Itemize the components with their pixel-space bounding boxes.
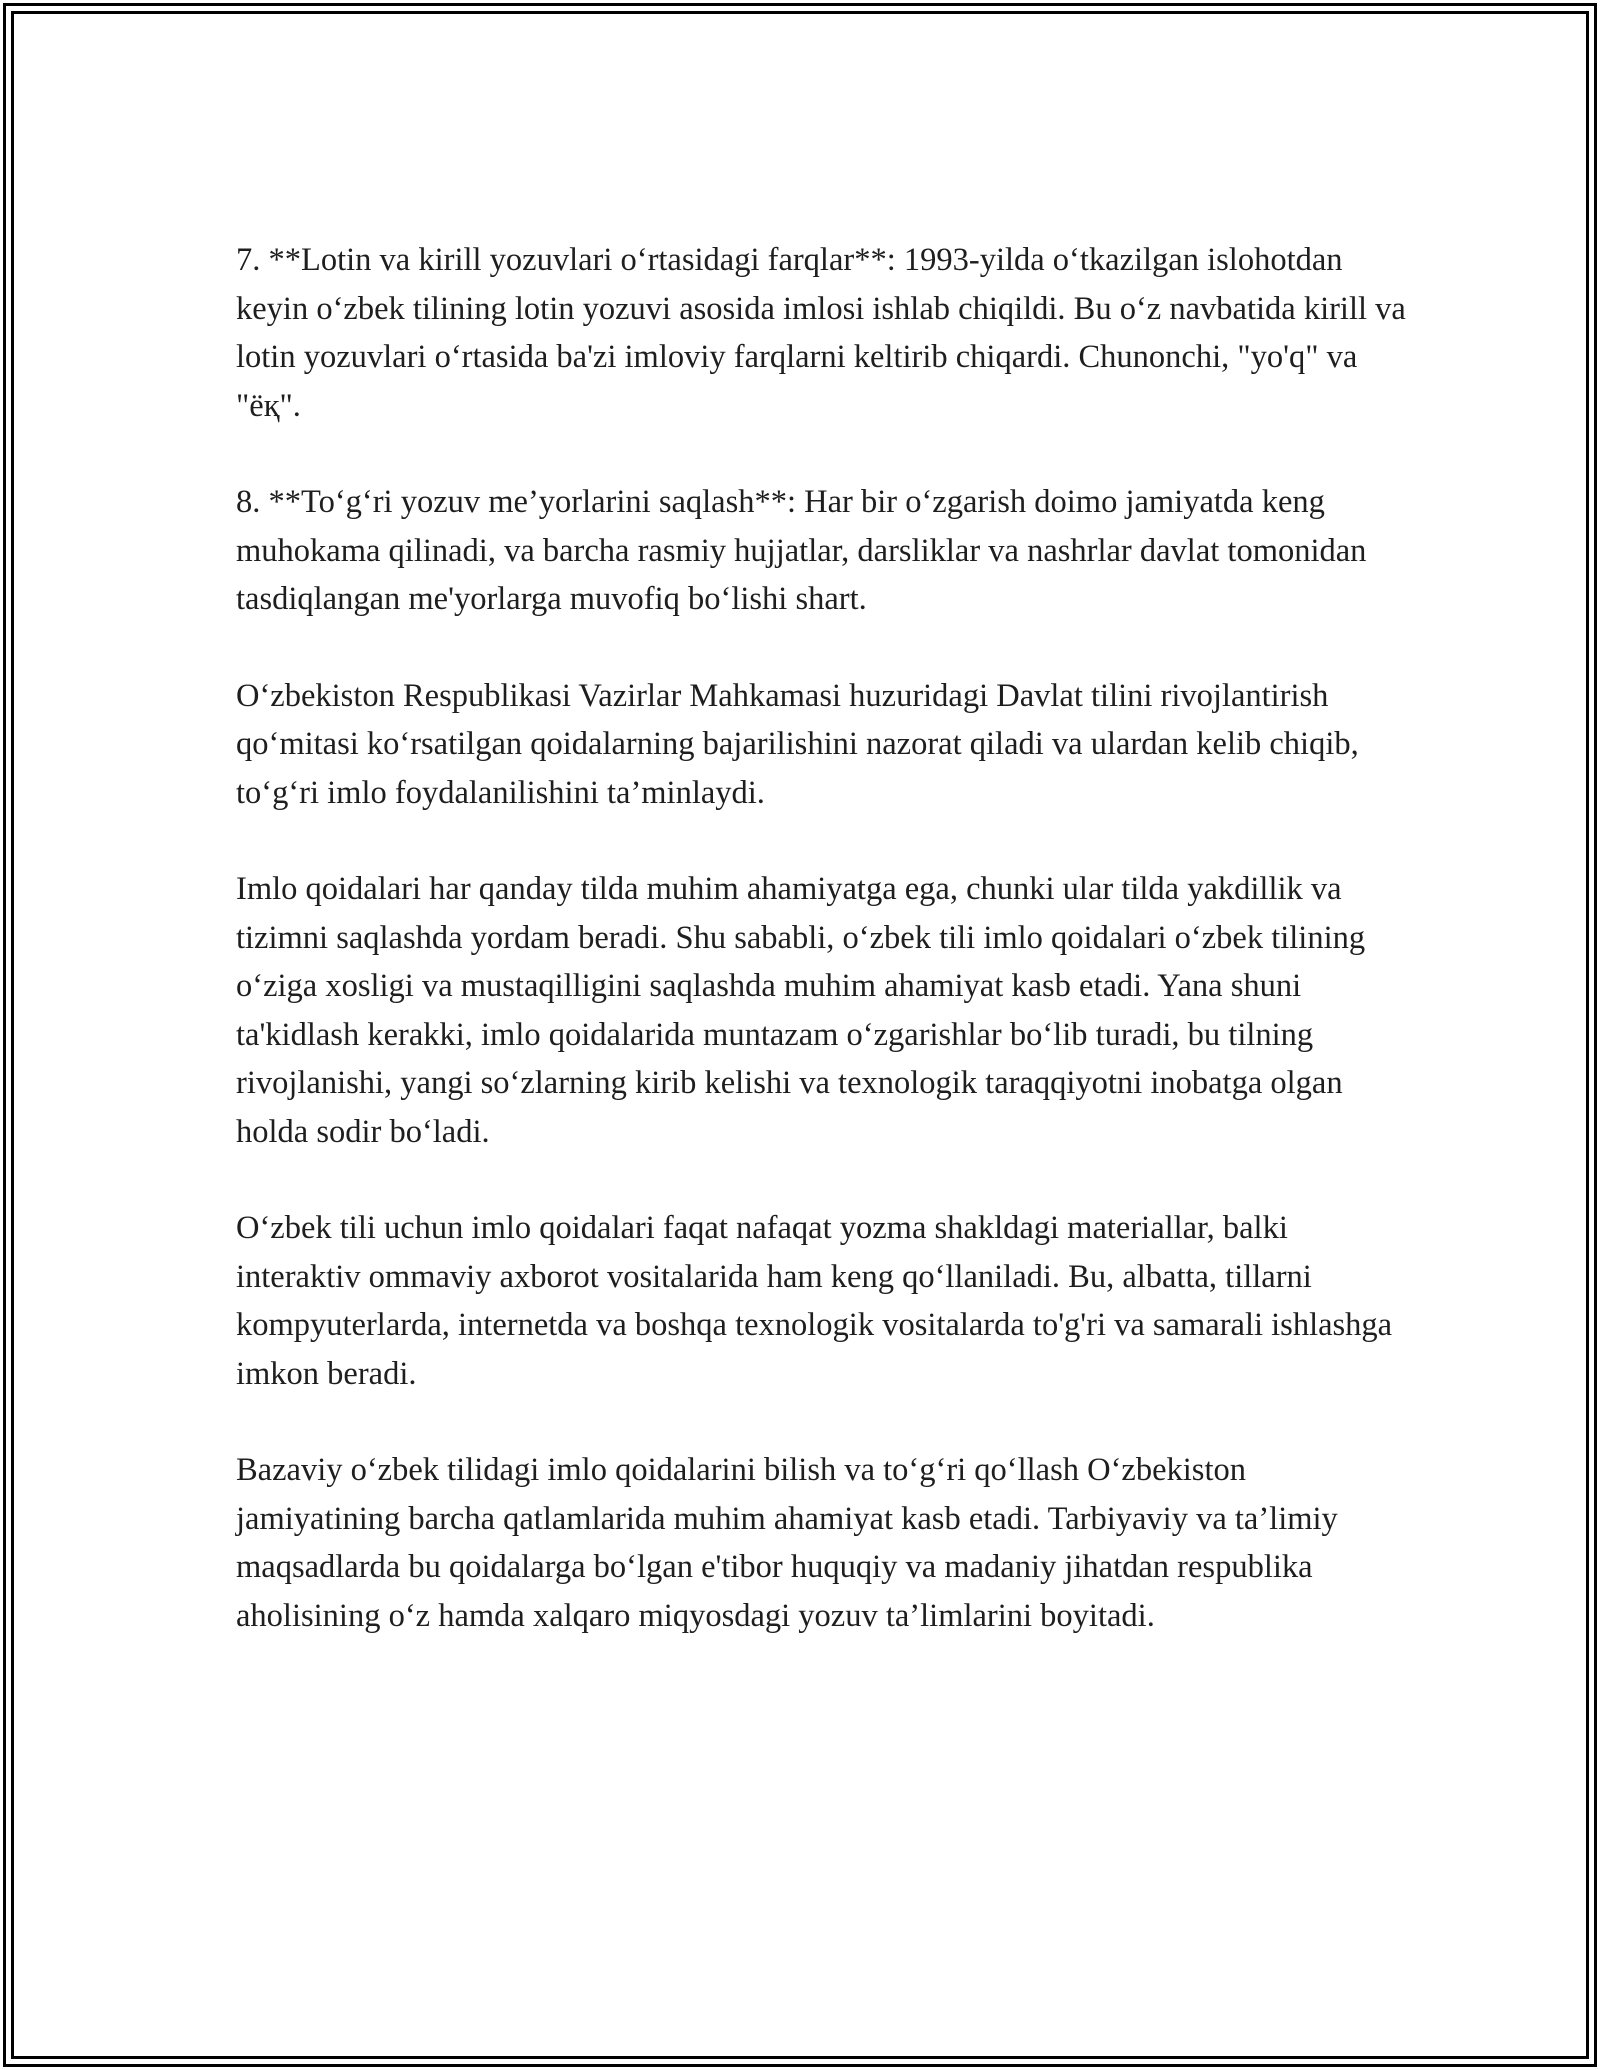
paragraph-media-usage: O‘zbek tili uchun imlo qoidalari faqat nafaqat yozma shakldagi materiallar, balki interaktiv ommaviy axborot vositalarida ham keng qo‘llaniladi. Bu, albatta, tillarni kompyuterlarda, internetda va boshqa texnologik vositalarda to'g'ri va samarali ishlashga imkon beradi. <box>236 1210 1393 1392</box>
paragraph-conclusion: Bazaviy o‘zbek tilidagi imlo qoidalarini bilish va to‘g‘ri qo‘llash O‘zbekiston jamiyatining barcha qatlamlarida muhim ahamiyat kasb etadi. Tarbiyaviy va ta’limiy maqsadlarda bu qoidalarga bo‘lgan e'tibor huquqiy va madaniy jihatdan respublika aholisining o‘z hamda xalqaro miqyosdagi yozuv ta’limlarini boyitadi. <box>236 1452 1338 1634</box>
paragraph-state-language-committee: O‘zbekiston Respublikasi Vazirlar Mahkamasi huzuridagi Davlat tilini rivojlantirish qo‘mitasi ko‘rsatilgan qoidalarning bajarilishini nazorat qiladi va ulardan kelib chiqib, to‘g‘ri imlo foydalanilishini ta’minlaydi. <box>236 677 1359 811</box>
paragraph-latin-cyrillic-differences: 7. **Lotin va kirill yozuvlari o‘rtasidagi farqlar**: 1993-yilda o‘tkazilgan islohotdan keyin o‘zbek tilining lotin yozuvi asosida imlosi ishlab chiqildi. Bu o‘z navbatida kirill va lotin yozuvlari o‘rtasida ba'zi imloviy farqlarni keltirib chiqardi. Chunonchi, "yo'q" va "ёқ". <box>236 242 1406 424</box>
paragraph-spelling-norms: 8. **To‘g‘ri yozuv me’yorlarini saqlash**: Har bir o‘zgarish doimo jamiyatda keng muhokama qilinadi, va barcha rasmiy hujjatlar, darsliklar va nashrlar davlat tomonidan tasdiqlangan me'yorlarga muvofiq bo‘lishi shart. <box>236 484 1367 617</box>
paragraph-importance-of-spelling: Imlo qoidalari har qanday tilda muhim ahamiyatga ega, chunki ular tilda yakdillik va tizimni saqlashda yordam beradi. Shu sababli, o‘zbek tili imlo qoidalari o‘zbek tilining o‘ziga xosligi va mustaqilligini saqlashda muhim ahamiyat kasb etadi. Yana shuni ta'kidlash kerakki, imlo qoidalarida muntazam o‘zgarishlar bo‘lib turadi, bu tilning rivojlanishi, yangi so‘zlarning kirib kelishi va texnologik taraqqiyotni inobatga olgan holda sodir bo‘ladi. <box>236 871 1366 1150</box>
document-body <box>236 236 1406 1688</box>
